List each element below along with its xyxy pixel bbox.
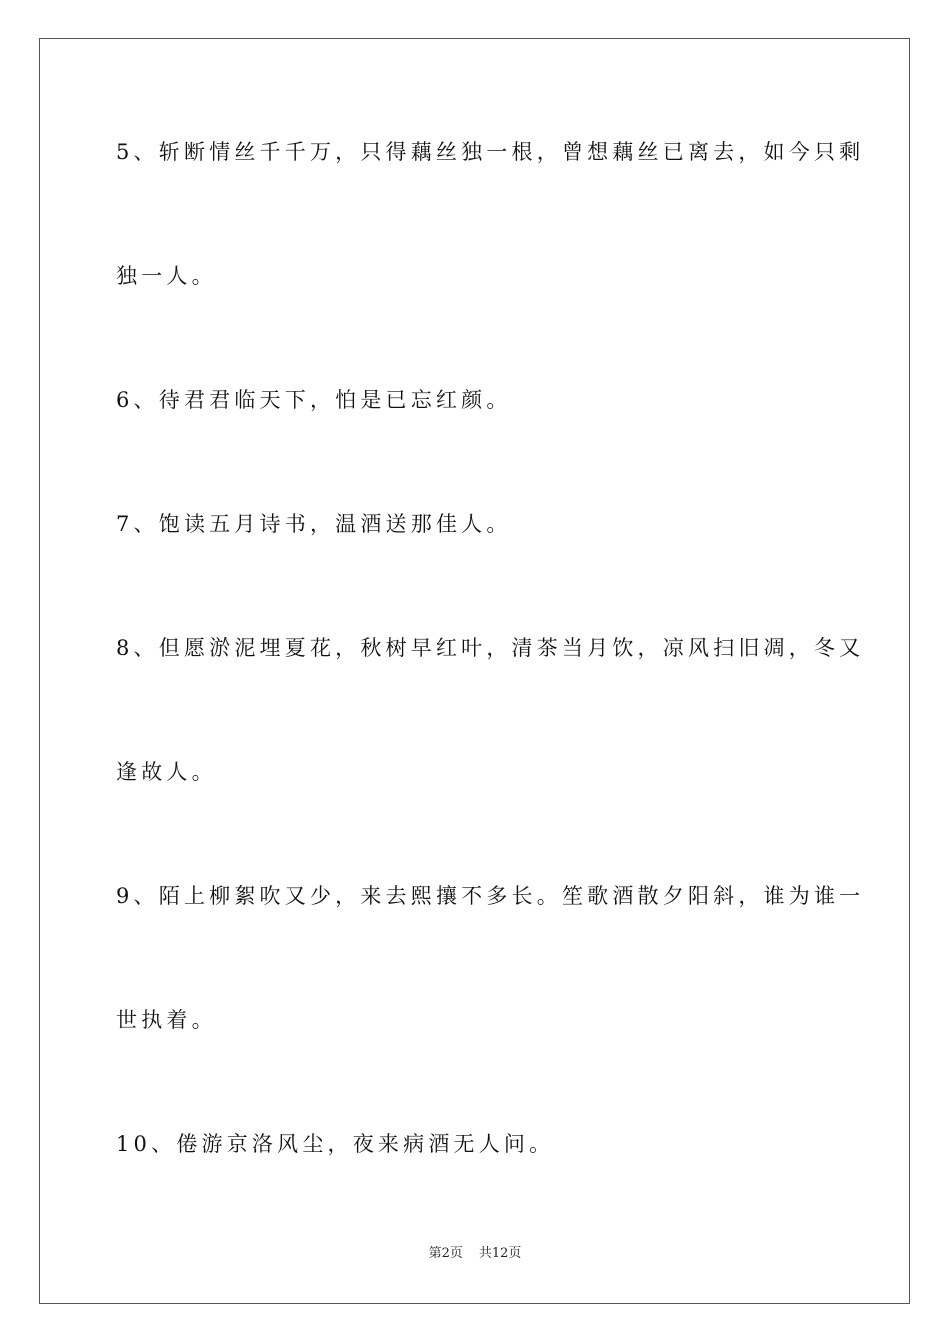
text-line-6: 逢故人。 bbox=[116, 760, 217, 784]
text-line-1: 5、斩断情丝千千万，只得藕丝独一根，曾想藕丝已离去，如今只剩 bbox=[116, 140, 865, 164]
page-footer bbox=[0, 1244, 950, 1264]
text-line-3: 6、待君君临天下，怕是已忘红颜。 bbox=[116, 388, 512, 412]
text-line-5: 8、但愿淤泥埋夏花，秋树早红叶，清茶当月饮，凉风扫旧凋，冬又 bbox=[116, 636, 865, 660]
text-line-7: 9、陌上柳絮吹又少，来去熙攘不多长。笙歌酒散夕阳斜，谁为谁一 bbox=[116, 884, 865, 908]
page-current: 第2页 bbox=[428, 1246, 463, 1261]
text-line-9: 10、倦游京洛风尘，夜来病酒无人问。 bbox=[116, 1132, 555, 1156]
text-line-8: 世执着。 bbox=[116, 1008, 217, 1032]
text-line-2: 独一人。 bbox=[116, 264, 217, 288]
text-line-4: 7、饱读五月诗书，温酒送那佳人。 bbox=[116, 512, 512, 536]
page-total: 共12页 bbox=[478, 1246, 522, 1261]
page-frame bbox=[39, 38, 910, 1304]
